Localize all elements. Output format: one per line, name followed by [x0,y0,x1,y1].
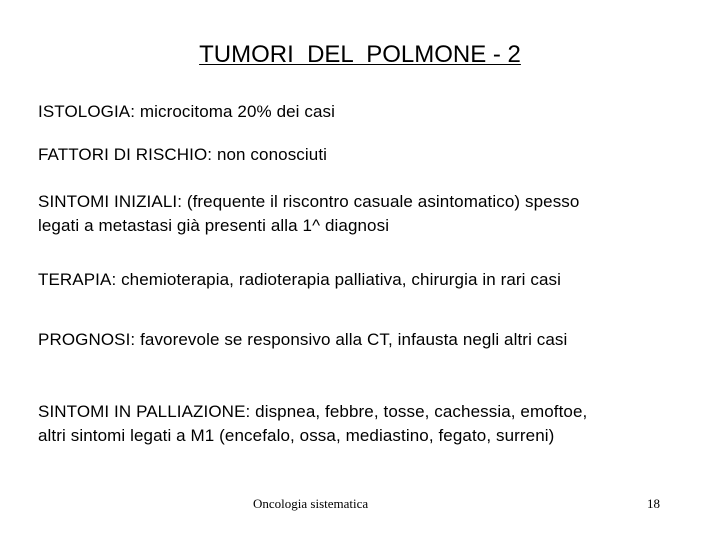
prognosis-paragraph [38,328,698,352]
initial-symptoms-line-1: SINTOMI INIZIALI: (frequente il riscontro casuale asintomatico) spesso [38,192,580,211]
page-number: 18 [647,496,660,511]
slide-title: TUMORI DEL POLMONE - 2 [199,41,521,68]
initial-symptoms-paragraph [38,190,698,238]
palliation-symptoms-line-2: altri sintomi legati a M1 (encefalo, ossa, mediastino, fegato, surreni) [38,426,555,445]
initial-symptoms-line-2: legati a metastasi già presenti alla 1^ diagnosi [38,216,390,235]
risk-factors-text: FATTORI DI RISCHIO: non conosciuti [38,145,328,164]
palliation-symptoms-line-1: SINTOMI IN PALLIAZIONE: dispnea, febbre, tosse, cachessia, emoftoe, [38,402,588,421]
risk-factors-paragraph [38,143,698,167]
histology-paragraph [38,100,698,124]
therapy-text: TERAPIA: chemioterapia, radioterapia palliativa, chirurgia in rari casi [38,270,561,289]
histology-text: ISTOLOGIA: microcitoma 20% dei casi [38,102,336,121]
therapy-paragraph [38,268,698,292]
footer-text: Oncologia sistematica [253,496,369,511]
palliation-symptoms-paragraph [38,400,698,448]
prognosis-text: PROGNOSI: favorevole se responsivo alla CT, infausta negli altri casi [38,330,568,349]
